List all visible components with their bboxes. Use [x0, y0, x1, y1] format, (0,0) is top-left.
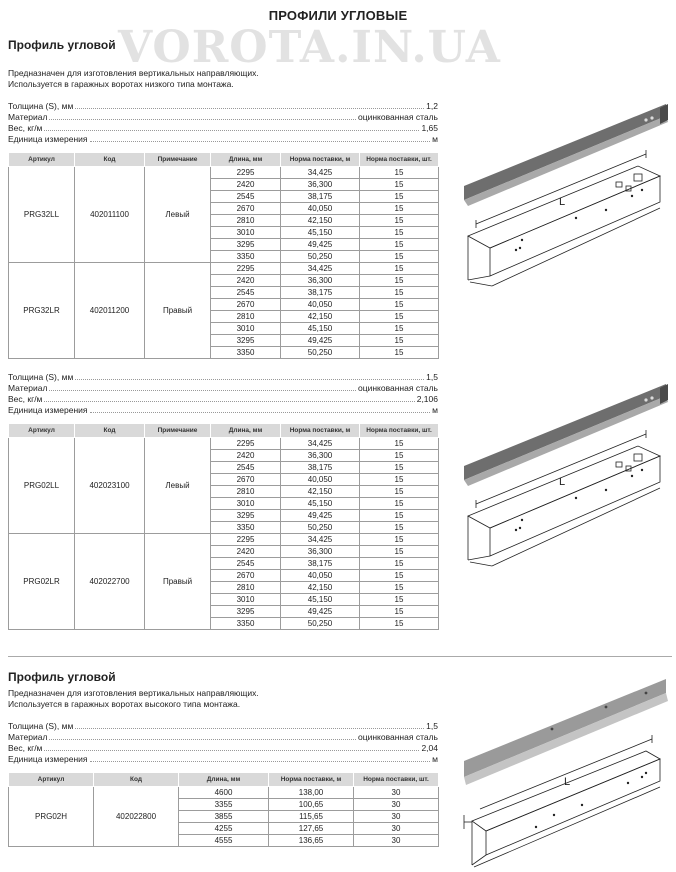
spec-label: Материал	[8, 732, 48, 742]
section1-desc-line2: Используется в гаражных воротах низкого типа монтажа.	[8, 79, 234, 89]
cell-norm: 42,150	[281, 582, 360, 594]
angle-profile-drawing-2	[456, 370, 672, 580]
spec-row	[8, 123, 438, 134]
spec-list-b	[8, 372, 438, 416]
cell-norm: 42,150	[281, 311, 360, 323]
cell-length: 2670	[211, 203, 281, 215]
cell-length: 2670	[211, 474, 281, 486]
cell-pcs: 15	[360, 167, 439, 179]
spec-label: Материал	[8, 112, 48, 122]
cell-length: 3010	[211, 323, 281, 335]
spec-label: Единица измерения	[8, 405, 88, 415]
cell-length: 2420	[211, 546, 281, 558]
section2-description	[8, 688, 259, 710]
spec-value: м	[432, 405, 438, 415]
cell-norm: 49,425	[281, 239, 360, 251]
cell-pcs: 15	[360, 438, 439, 450]
dimension-label: L	[559, 476, 566, 488]
cell-code: 402022800	[94, 787, 179, 847]
cell-article: PRG02LR	[9, 534, 75, 630]
spec-leader	[75, 108, 424, 109]
cell-article: PRG32LL	[9, 167, 75, 263]
cell-norm: 100,65	[269, 799, 354, 811]
section-divider	[8, 656, 672, 657]
cell-length: 2420	[211, 179, 281, 191]
cell-length: 2670	[211, 570, 281, 582]
cell-norm: 38,175	[281, 462, 360, 474]
table-row	[9, 438, 439, 450]
spec-label: Материал	[8, 383, 48, 393]
cell-pcs: 15	[360, 582, 439, 594]
cell-norm: 42,150	[281, 215, 360, 227]
cell-code: 402011100	[75, 167, 145, 263]
spec-row	[8, 112, 438, 123]
spec-list-a	[8, 101, 438, 145]
cell-length: 2545	[211, 191, 281, 203]
column-header: Норма поставки, шт.	[360, 424, 439, 438]
cell-length: 3295	[211, 239, 281, 251]
spec-leader	[49, 390, 356, 391]
table-header-row	[9, 153, 439, 167]
cell-pcs: 15	[360, 311, 439, 323]
cell-norm: 40,050	[281, 570, 360, 582]
cell-code: 402011200	[75, 263, 145, 359]
column-header: Артикул	[9, 153, 75, 167]
spec-row	[8, 372, 438, 383]
cell-norm: 50,250	[281, 522, 360, 534]
cell-length: 2545	[211, 287, 281, 299]
cell-pcs: 15	[360, 522, 439, 534]
column-header: Длина, мм	[179, 773, 269, 787]
spec-row	[8, 394, 438, 405]
column-header: Код	[94, 773, 179, 787]
cell-pcs: 15	[360, 251, 439, 263]
column-header: Примечание	[145, 424, 211, 438]
spec-value: 1,2	[426, 101, 438, 111]
spec-label: Единица измерения	[8, 754, 88, 764]
spec-leader	[90, 412, 431, 413]
cell-pcs: 15	[360, 450, 439, 462]
cell-norm: 45,150	[281, 227, 360, 239]
section2-desc-line1: Предназначен для изготовления вертикальных направляющих.	[8, 688, 259, 698]
cell-pcs: 15	[360, 546, 439, 558]
cell-pcs: 15	[360, 486, 439, 498]
cell-length: 2810	[211, 311, 281, 323]
cell-length: 2420	[211, 275, 281, 287]
cell-length: 2295	[211, 534, 281, 546]
cell-length: 3350	[211, 251, 281, 263]
cell-code: 402022700	[75, 534, 145, 630]
cell-norm: 40,050	[281, 474, 360, 486]
cell-length: 3010	[211, 498, 281, 510]
spec-list-c	[8, 721, 438, 765]
cell-norm: 49,425	[281, 606, 360, 618]
cell-norm: 45,150	[281, 498, 360, 510]
cell-pcs: 15	[360, 618, 439, 630]
profile-table-a	[8, 152, 439, 359]
cell-pcs: 30	[354, 811, 439, 823]
section1-description	[8, 68, 259, 90]
dimension-label: L	[559, 196, 566, 208]
cell-pcs: 15	[360, 323, 439, 335]
cell-pcs: 15	[360, 287, 439, 299]
angle-profile-drawing-3	[456, 665, 672, 870]
cell-norm: 40,050	[281, 203, 360, 215]
cell-norm: 115,65	[269, 811, 354, 823]
cell-length: 4555	[179, 835, 269, 847]
cell-article: PRG32LR	[9, 263, 75, 359]
table-row	[9, 167, 439, 179]
column-header: Длина, мм	[211, 153, 281, 167]
cell-length: 3350	[211, 522, 281, 534]
section1-desc-line1: Предназначен для изготовления вертикальных направляющих.	[8, 68, 259, 78]
spec-leader	[90, 141, 431, 142]
cell-pcs: 15	[360, 606, 439, 618]
cell-pcs: 15	[360, 275, 439, 287]
column-header: Норма поставки, м	[269, 773, 354, 787]
cell-length: 2295	[211, 438, 281, 450]
cell-note: Левый	[145, 438, 211, 534]
spec-value: 2,04	[421, 743, 438, 753]
cell-pcs: 30	[354, 835, 439, 847]
cell-length: 3855	[179, 811, 269, 823]
cell-pcs: 15	[360, 299, 439, 311]
angle-profile-drawing-1	[456, 90, 672, 300]
table-header-row	[9, 773, 439, 787]
cell-pcs: 15	[360, 335, 439, 347]
cell-norm: 36,300	[281, 546, 360, 558]
spec-row	[8, 405, 438, 416]
cell-norm: 34,425	[281, 534, 360, 546]
spec-leader	[44, 750, 419, 751]
cell-norm: 34,425	[281, 167, 360, 179]
spec-leader	[44, 130, 419, 131]
column-header: Норма поставки, м	[281, 424, 360, 438]
dimension-label: L	[564, 776, 571, 788]
spec-value: м	[432, 134, 438, 144]
spec-row	[8, 732, 438, 743]
cell-length: 3350	[211, 347, 281, 359]
spec-label: Толщина (S), мм	[8, 372, 74, 382]
spec-value: 1,65	[421, 123, 438, 133]
cell-length: 2295	[211, 167, 281, 179]
cell-pcs: 15	[360, 179, 439, 191]
cell-pcs: 15	[360, 227, 439, 239]
table-row	[9, 534, 439, 546]
cell-pcs: 15	[360, 534, 439, 546]
cell-length: 4255	[179, 823, 269, 835]
table-row	[9, 263, 439, 275]
section2-title: Профиль угловой	[8, 670, 116, 684]
spec-value: оцинкованная сталь	[358, 383, 438, 393]
cell-norm: 50,250	[281, 251, 360, 263]
cell-norm: 127,65	[269, 823, 354, 835]
cell-norm: 136,65	[269, 835, 354, 847]
cell-length: 3010	[211, 227, 281, 239]
page-title: ПРОФИЛИ УГЛОВЫЕ	[268, 8, 408, 23]
spec-row	[8, 743, 438, 754]
column-header: Примечание	[145, 153, 211, 167]
cell-pcs: 15	[360, 462, 439, 474]
section1-title: Профиль угловой	[8, 38, 116, 52]
spec-leader	[44, 401, 414, 402]
cell-pcs: 15	[360, 263, 439, 275]
cell-length: 2545	[211, 462, 281, 474]
spec-leader	[75, 728, 424, 729]
cell-norm: 40,050	[281, 299, 360, 311]
cell-pcs: 15	[360, 203, 439, 215]
cell-length: 3295	[211, 510, 281, 522]
column-header: Норма поставки, шт.	[354, 773, 439, 787]
cell-article: PRG02LL	[9, 438, 75, 534]
cell-pcs: 15	[360, 191, 439, 203]
column-header: Артикул	[9, 773, 94, 787]
cell-norm: 50,250	[281, 618, 360, 630]
spec-leader	[75, 379, 424, 380]
cell-norm: 138,00	[269, 787, 354, 799]
cell-code: 402023100	[75, 438, 145, 534]
cell-note: Левый	[145, 167, 211, 263]
cell-norm: 36,300	[281, 179, 360, 191]
cell-article: PRG02H	[9, 787, 94, 847]
column-header: Норма поставки, шт.	[360, 153, 439, 167]
column-header: Норма поставки, м	[281, 153, 360, 167]
spec-value: 1,5	[426, 372, 438, 382]
cell-norm: 38,175	[281, 191, 360, 203]
cell-pcs: 15	[360, 239, 439, 251]
spec-row	[8, 134, 438, 145]
column-header: Код	[75, 153, 145, 167]
cell-length: 3010	[211, 594, 281, 606]
cell-length: 3295	[211, 606, 281, 618]
cell-pcs: 30	[354, 823, 439, 835]
cell-length: 3355	[179, 799, 269, 811]
spec-label: Вес, кг/м	[8, 743, 43, 753]
spec-value: оцинкованная сталь	[358, 112, 438, 122]
spec-label: Вес, кг/м	[8, 394, 43, 404]
cell-norm: 42,150	[281, 486, 360, 498]
spec-value: 2,106	[416, 394, 438, 404]
cell-norm: 45,150	[281, 323, 360, 335]
cell-length: 2810	[211, 215, 281, 227]
spec-row	[8, 754, 438, 765]
cell-length: 2670	[211, 299, 281, 311]
cell-norm: 36,300	[281, 450, 360, 462]
spec-leader	[49, 739, 356, 740]
cell-norm: 34,425	[281, 438, 360, 450]
spec-leader	[49, 119, 356, 120]
cell-length: 2295	[211, 263, 281, 275]
watermark: VOROTA.IN.UA	[118, 22, 501, 73]
cell-pcs: 15	[360, 215, 439, 227]
cell-pcs: 15	[360, 474, 439, 486]
spec-label: Толщина (S), мм	[8, 101, 74, 111]
cell-length: 2810	[211, 582, 281, 594]
cell-norm: 45,150	[281, 594, 360, 606]
spec-label: Толщина (S), мм	[8, 721, 74, 731]
profile-table-b	[8, 423, 439, 630]
cell-norm: 49,425	[281, 510, 360, 522]
spec-label: Вес, кг/м	[8, 123, 43, 133]
column-header: Длина, мм	[211, 424, 281, 438]
cell-length: 2545	[211, 558, 281, 570]
table-row	[9, 787, 439, 799]
cell-pcs: 15	[360, 498, 439, 510]
spec-row	[8, 383, 438, 394]
cell-pcs: 15	[360, 558, 439, 570]
cell-norm: 38,175	[281, 558, 360, 570]
cell-pcs: 30	[354, 799, 439, 811]
cell-pcs: 15	[360, 347, 439, 359]
cell-pcs: 15	[360, 510, 439, 522]
section2-desc-line2: Используется в гаражных воротах высокого типа монтажа.	[8, 699, 241, 709]
cell-length: 2420	[211, 450, 281, 462]
spec-value: оцинкованная сталь	[358, 732, 438, 742]
cell-norm: 38,175	[281, 287, 360, 299]
cell-pcs: 15	[360, 570, 439, 582]
cell-length: 3295	[211, 335, 281, 347]
profile-table-c	[8, 772, 439, 847]
cell-norm: 50,250	[281, 347, 360, 359]
spec-value: 1,5	[426, 721, 438, 731]
cell-pcs: 30	[354, 787, 439, 799]
cell-norm: 36,300	[281, 275, 360, 287]
cell-norm: 34,425	[281, 263, 360, 275]
spec-value: м	[432, 754, 438, 764]
spec-row	[8, 101, 438, 112]
cell-pcs: 15	[360, 594, 439, 606]
column-header: Код	[75, 424, 145, 438]
cell-norm: 49,425	[281, 335, 360, 347]
spec-label: Единица измерения	[8, 134, 88, 144]
column-header: Артикул	[9, 424, 75, 438]
cell-length: 4600	[179, 787, 269, 799]
spec-leader	[90, 761, 431, 762]
cell-note: Правый	[145, 263, 211, 359]
spec-row	[8, 721, 438, 732]
cell-note: Правый	[145, 534, 211, 630]
cell-length: 2810	[211, 486, 281, 498]
cell-length: 3350	[211, 618, 281, 630]
table-header-row	[9, 424, 439, 438]
